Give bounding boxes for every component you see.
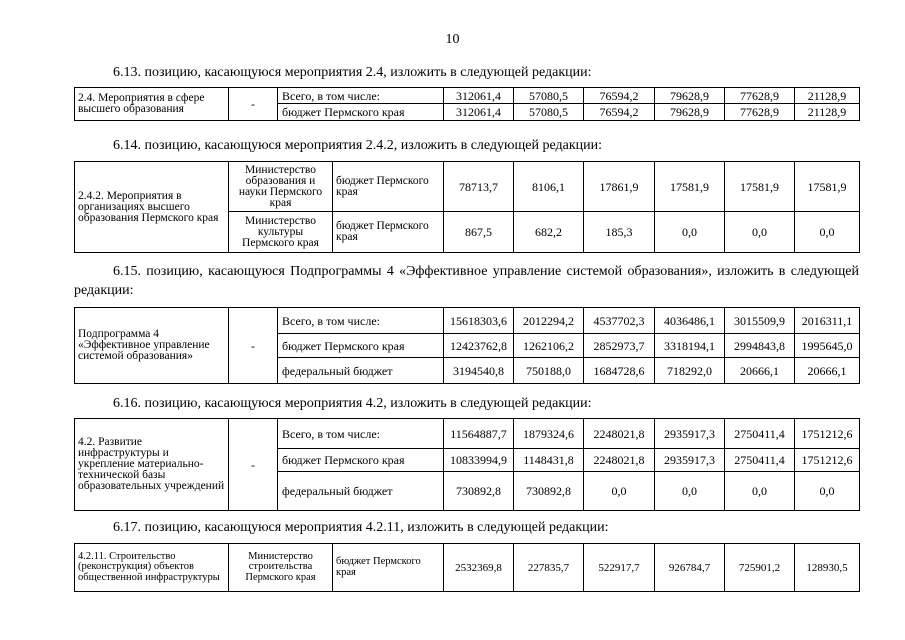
value-cell: 2532369,8 — [444, 544, 514, 592]
value-cell: 21128,9 — [795, 88, 860, 104]
source-label: Всего, в том числе: — [278, 419, 444, 449]
executor-cell: Министерство строительства Пермского края — [229, 544, 333, 592]
page-number: 10 — [445, 32, 460, 47]
measure-table — [74, 87, 860, 121]
value-cell: 725901,2 — [725, 544, 795, 592]
source-label: бюджет Пермского края — [278, 334, 444, 358]
value-cell: 1879324,6 — [514, 419, 584, 449]
value-cell: 1751212,6 — [795, 449, 860, 472]
measure-name-cell: 4.2. Развитие инфраструктуры и укрепление материально-технической базы образовательных учреждений — [75, 419, 229, 511]
value-cell: 2248021,8 — [584, 419, 655, 449]
value-cell: 3194540,8 — [444, 358, 514, 384]
section-heading: 6.16. позицию, касающуюся мероприятия 4.2, изложить в следующей редакции: — [113, 396, 592, 411]
value-cell: 750188,0 — [514, 358, 584, 384]
value-cell: 17581,9 — [795, 162, 860, 212]
value-cell: 76594,2 — [584, 88, 655, 104]
source-label: бюджет Пермского края — [333, 212, 444, 253]
executor-cell: - — [229, 88, 278, 121]
value-cell: 20666,1 — [795, 358, 860, 384]
value-cell: 0,0 — [725, 212, 795, 253]
value-cell: 926784,7 — [655, 544, 725, 592]
executor-cell: - — [229, 419, 278, 511]
value-cell: 2750411,4 — [725, 419, 795, 449]
value-cell: 185,3 — [584, 212, 655, 253]
source-label: Всего, в том числе: — [278, 308, 444, 334]
value-cell: 1995645,0 — [795, 334, 860, 358]
value-cell: 15618303,6 — [444, 308, 514, 334]
measure-name-cell: Подпрограмма 4 «Эффективное управление системой образования» — [75, 308, 229, 384]
section-heading: 6.15. позицию, касающуюся Подпрограммы 4 «Эффективное управление системой образования», изложить в следующей редакции: — [74, 264, 859, 298]
value-cell: 718292,0 — [655, 358, 725, 384]
source-label: бюджет Пермского края — [333, 162, 444, 212]
measure-table — [74, 307, 860, 384]
value-cell: 78713,7 — [444, 162, 514, 212]
value-cell: 0,0 — [725, 472, 795, 511]
value-cell: 17581,9 — [655, 162, 725, 212]
value-cell: 20666,1 — [725, 358, 795, 384]
value-cell: 79628,9 — [655, 104, 725, 121]
value-cell: 0,0 — [655, 212, 725, 253]
value-cell: 682,2 — [514, 212, 584, 253]
measure-name-cell: 4.2.11. Строительство (реконструкция) объектов общественной инфраструктуры — [75, 544, 229, 592]
value-cell: 730892,8 — [444, 472, 514, 511]
section-heading: 6.13. позицию, касающуюся мероприятия 2.4, изложить в следующей редакции: — [113, 65, 592, 80]
value-cell: 0,0 — [584, 472, 655, 511]
value-cell: 312061,4 — [444, 104, 514, 121]
value-cell: 17581,9 — [725, 162, 795, 212]
value-cell: 21128,9 — [795, 104, 860, 121]
source-label: федеральный бюджет — [278, 472, 444, 511]
value-cell: 730892,8 — [514, 472, 584, 511]
value-cell: 4537702,3 — [584, 308, 655, 334]
value-cell: 11564887,7 — [444, 419, 514, 449]
executor-cell: Министерство культуры Пермского края — [229, 212, 333, 253]
value-cell: 867,5 — [444, 212, 514, 253]
value-cell: 2935917,3 — [655, 449, 725, 472]
value-cell: 4036486,1 — [655, 308, 725, 334]
measure-table — [74, 161, 860, 253]
value-cell: 17861,9 — [584, 162, 655, 212]
value-cell: 77628,9 — [725, 88, 795, 104]
value-cell: 0,0 — [795, 212, 860, 253]
value-cell: 3318194,1 — [655, 334, 725, 358]
value-cell: 2994843,8 — [725, 334, 795, 358]
value-cell: 1262106,2 — [514, 334, 584, 358]
source-label: Всего, в том числе: — [278, 88, 444, 104]
value-cell: 76594,2 — [584, 104, 655, 121]
value-cell: 12423762,8 — [444, 334, 514, 358]
value-cell: 227835,7 — [514, 544, 584, 592]
value-cell: 3015509,9 — [725, 308, 795, 334]
source-label: бюджет Пермского края — [278, 104, 444, 121]
value-cell: 2935917,3 — [655, 419, 725, 449]
value-cell: 2248021,8 — [584, 449, 655, 472]
value-cell: 57080,5 — [514, 88, 584, 104]
section-heading: 6.14. позицию, касающуюся мероприятия 2.4.2, изложить в следующей редакции: — [113, 138, 603, 153]
executor-cell: Министерство образования и науки Пермского края — [229, 162, 333, 212]
source-label: бюджет Пермского края — [278, 449, 444, 472]
value-cell: 0,0 — [795, 472, 860, 511]
value-cell: 79628,9 — [655, 88, 725, 104]
value-cell: 8106,1 — [514, 162, 584, 212]
value-cell: 128930,5 — [795, 544, 860, 592]
value-cell: 0,0 — [655, 472, 725, 511]
section-heading: 6.17. позицию, касающуюся мероприятия 4.2.11, изложить в следующей редакции: — [113, 520, 609, 535]
value-cell: 57080,5 — [514, 104, 584, 121]
value-cell: 1148431,8 — [514, 449, 584, 472]
source-label: бюджет Пермского края — [333, 544, 444, 592]
value-cell: 2852973,7 — [584, 334, 655, 358]
value-cell: 1751212,6 — [795, 419, 860, 449]
value-cell: 77628,9 — [725, 104, 795, 121]
value-cell: 10833994,9 — [444, 449, 514, 472]
value-cell: 2016311,1 — [795, 308, 860, 334]
measure-table — [74, 418, 860, 511]
measure-name-cell: 2.4. Мероприятия в сфере высшего образования — [75, 88, 229, 121]
value-cell: 312061,4 — [444, 88, 514, 104]
measure-table — [74, 543, 860, 592]
value-cell: 522917,7 — [584, 544, 655, 592]
value-cell: 1684728,6 — [584, 358, 655, 384]
value-cell: 2012294,2 — [514, 308, 584, 334]
source-label: федеральный бюджет — [278, 358, 444, 384]
measure-name-cell: 2.4.2. Мероприятия в организациях высшего образования Пермского края — [75, 162, 229, 253]
value-cell: 2750411,4 — [725, 449, 795, 472]
executor-cell: - — [229, 308, 278, 384]
